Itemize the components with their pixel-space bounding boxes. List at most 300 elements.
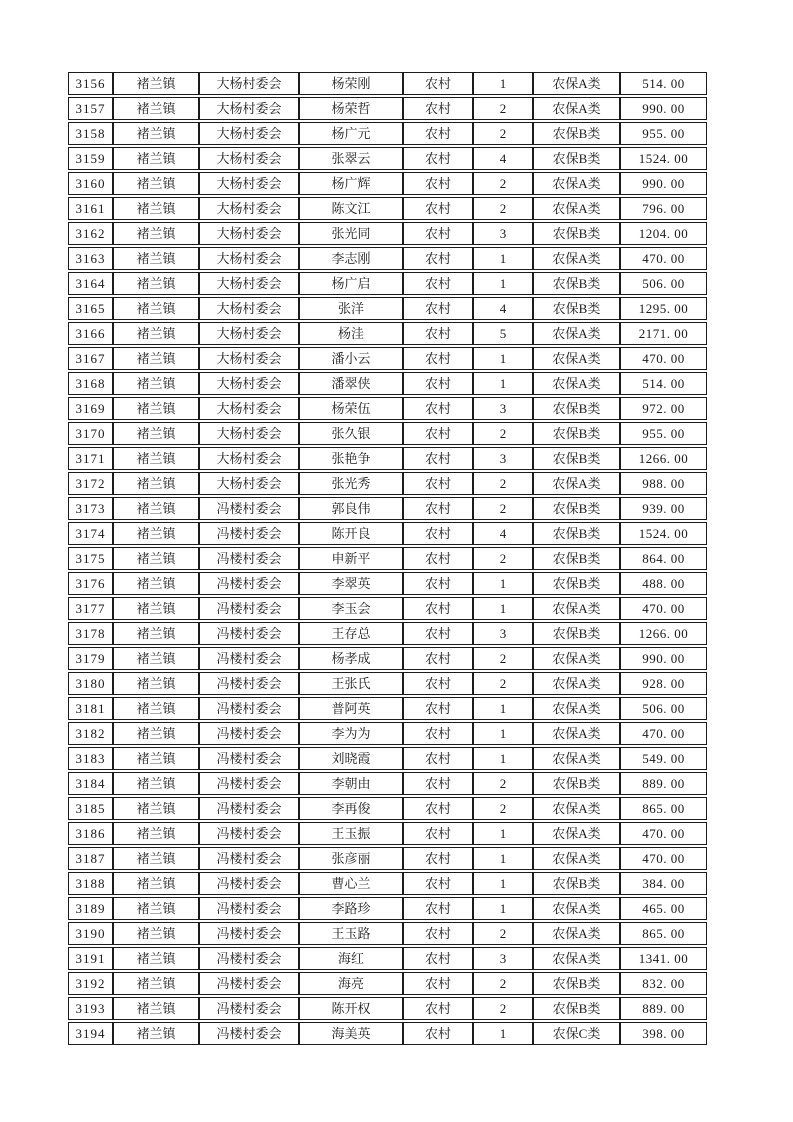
cell-town-name: 褚兰镇 bbox=[113, 972, 199, 995]
cell-serial-number: 3183 bbox=[68, 747, 113, 770]
cell-person-count: 4 bbox=[473, 297, 533, 320]
cell-village-committee: 大杨村委会 bbox=[199, 247, 299, 270]
cell-residence-type: 农村 bbox=[403, 972, 473, 995]
cell-person-name: 李玉会 bbox=[299, 597, 403, 620]
cell-village-committee: 冯楼村委会 bbox=[199, 697, 299, 720]
cell-amount: 955. 00 bbox=[620, 422, 707, 445]
cell-amount: 865. 00 bbox=[620, 922, 707, 945]
cell-insurance-category: 农保B类 bbox=[533, 872, 620, 895]
cell-residence-type: 农村 bbox=[403, 397, 473, 420]
cell-town-name: 褚兰镇 bbox=[113, 1022, 199, 1045]
cell-serial-number: 3184 bbox=[68, 772, 113, 795]
cell-person-name: 李志刚 bbox=[299, 247, 403, 270]
cell-amount: 1266. 00 bbox=[620, 622, 707, 645]
cell-person-count: 2 bbox=[473, 972, 533, 995]
cell-person-name: 陈开权 bbox=[299, 997, 403, 1020]
cell-serial-number: 3162 bbox=[68, 222, 113, 245]
cell-person-name: 杨孝成 bbox=[299, 647, 403, 670]
cell-person-count: 3 bbox=[473, 622, 533, 645]
cell-village-committee: 冯楼村委会 bbox=[199, 897, 299, 920]
cell-residence-type: 农村 bbox=[403, 172, 473, 195]
cell-person-name: 潘小云 bbox=[299, 347, 403, 370]
cell-person-name: 陈开良 bbox=[299, 522, 403, 545]
cell-amount: 1524. 00 bbox=[620, 522, 707, 545]
table-row bbox=[68, 522, 707, 545]
cell-amount: 796. 00 bbox=[620, 197, 707, 220]
cell-person-name: 杨广启 bbox=[299, 272, 403, 295]
cell-amount: 988. 00 bbox=[620, 472, 707, 495]
cell-serial-number: 3160 bbox=[68, 172, 113, 195]
cell-serial-number: 3156 bbox=[68, 72, 113, 95]
cell-village-committee: 冯楼村委会 bbox=[199, 947, 299, 970]
cell-village-committee: 冯楼村委会 bbox=[199, 1022, 299, 1045]
table-row bbox=[68, 497, 707, 520]
cell-village-committee: 大杨村委会 bbox=[199, 222, 299, 245]
cell-serial-number: 3175 bbox=[68, 547, 113, 570]
cell-residence-type: 农村 bbox=[403, 1022, 473, 1045]
cell-town-name: 褚兰镇 bbox=[113, 772, 199, 795]
cell-amount: 470. 00 bbox=[620, 247, 707, 270]
cell-village-committee: 冯楼村委会 bbox=[199, 872, 299, 895]
cell-person-name: 张彦丽 bbox=[299, 847, 403, 870]
cell-village-committee: 冯楼村委会 bbox=[199, 972, 299, 995]
cell-amount: 955. 00 bbox=[620, 122, 707, 145]
cell-serial-number: 3173 bbox=[68, 497, 113, 520]
cell-town-name: 褚兰镇 bbox=[113, 97, 199, 120]
cell-village-committee: 大杨村委会 bbox=[199, 147, 299, 170]
cell-person-name: 杨广元 bbox=[299, 122, 403, 145]
cell-serial-number: 3179 bbox=[68, 647, 113, 670]
cell-village-committee: 大杨村委会 bbox=[199, 347, 299, 370]
cell-person-count: 3 bbox=[473, 947, 533, 970]
table-row bbox=[68, 372, 707, 395]
cell-town-name: 褚兰镇 bbox=[113, 622, 199, 645]
cell-person-count: 1 bbox=[473, 697, 533, 720]
cell-residence-type: 农村 bbox=[403, 372, 473, 395]
cell-amount: 398. 00 bbox=[620, 1022, 707, 1045]
cell-insurance-category: 农保A类 bbox=[533, 347, 620, 370]
cell-residence-type: 农村 bbox=[403, 672, 473, 695]
cell-residence-type: 农村 bbox=[403, 472, 473, 495]
cell-residence-type: 农村 bbox=[403, 622, 473, 645]
cell-amount: 1295. 00 bbox=[620, 297, 707, 320]
cell-serial-number: 3193 bbox=[68, 997, 113, 1020]
cell-residence-type: 农村 bbox=[403, 572, 473, 595]
cell-person-name: 刘晓霞 bbox=[299, 747, 403, 770]
table-row bbox=[68, 847, 707, 870]
cell-person-name: 杨荣刚 bbox=[299, 72, 403, 95]
cell-town-name: 褚兰镇 bbox=[113, 997, 199, 1020]
cell-person-count: 1 bbox=[473, 822, 533, 845]
cell-village-committee: 大杨村委会 bbox=[199, 72, 299, 95]
table-row bbox=[68, 97, 707, 120]
cell-amount: 1266. 00 bbox=[620, 447, 707, 470]
cell-town-name: 褚兰镇 bbox=[113, 72, 199, 95]
cell-residence-type: 农村 bbox=[403, 922, 473, 945]
cell-person-count: 4 bbox=[473, 522, 533, 545]
cell-insurance-category: 农保A类 bbox=[533, 897, 620, 920]
cell-person-name: 张光同 bbox=[299, 222, 403, 245]
cell-town-name: 褚兰镇 bbox=[113, 272, 199, 295]
cell-residence-type: 农村 bbox=[403, 97, 473, 120]
cell-village-committee: 冯楼村委会 bbox=[199, 722, 299, 745]
cell-amount: 514. 00 bbox=[620, 372, 707, 395]
cell-residence-type: 农村 bbox=[403, 522, 473, 545]
cell-serial-number: 3194 bbox=[68, 1022, 113, 1045]
cell-town-name: 褚兰镇 bbox=[113, 897, 199, 920]
cell-person-count: 2 bbox=[473, 97, 533, 120]
cell-residence-type: 农村 bbox=[403, 497, 473, 520]
cell-residence-type: 农村 bbox=[403, 897, 473, 920]
cell-person-count: 1 bbox=[473, 72, 533, 95]
table-row bbox=[68, 922, 707, 945]
cell-amount: 889. 00 bbox=[620, 772, 707, 795]
cell-amount: 1341. 00 bbox=[620, 947, 707, 970]
cell-person-count: 2 bbox=[473, 172, 533, 195]
cell-village-committee: 冯楼村委会 bbox=[199, 797, 299, 820]
cell-residence-type: 农村 bbox=[403, 647, 473, 670]
cell-person-name: 海亮 bbox=[299, 972, 403, 995]
cell-person-count: 1 bbox=[473, 747, 533, 770]
cell-residence-type: 农村 bbox=[403, 747, 473, 770]
table-row bbox=[68, 347, 707, 370]
cell-person-count: 1 bbox=[473, 897, 533, 920]
cell-amount: 470. 00 bbox=[620, 847, 707, 870]
cell-amount: 549. 00 bbox=[620, 747, 707, 770]
cell-village-committee: 冯楼村委会 bbox=[199, 822, 299, 845]
cell-village-committee: 冯楼村委会 bbox=[199, 672, 299, 695]
cell-person-name: 杨荣伍 bbox=[299, 397, 403, 420]
cell-town-name: 褚兰镇 bbox=[113, 947, 199, 970]
cell-person-count: 1 bbox=[473, 847, 533, 870]
cell-village-committee: 大杨村委会 bbox=[199, 297, 299, 320]
cell-person-count: 2 bbox=[473, 422, 533, 445]
cell-village-committee: 冯楼村委会 bbox=[199, 547, 299, 570]
cell-person-count: 3 bbox=[473, 222, 533, 245]
cell-person-count: 2 bbox=[473, 197, 533, 220]
cell-town-name: 褚兰镇 bbox=[113, 372, 199, 395]
cell-residence-type: 农村 bbox=[403, 122, 473, 145]
table-row bbox=[68, 572, 707, 595]
cell-village-committee: 大杨村委会 bbox=[199, 272, 299, 295]
cell-residence-type: 农村 bbox=[403, 872, 473, 895]
cell-village-committee: 冯楼村委会 bbox=[199, 647, 299, 670]
cell-village-committee: 冯楼村委会 bbox=[199, 747, 299, 770]
cell-serial-number: 3172 bbox=[68, 472, 113, 495]
table-row bbox=[68, 822, 707, 845]
cell-serial-number: 3159 bbox=[68, 147, 113, 170]
cell-insurance-category: 农保A类 bbox=[533, 797, 620, 820]
cell-village-committee: 大杨村委会 bbox=[199, 472, 299, 495]
table-row bbox=[68, 322, 707, 345]
cell-insurance-category: 农保A类 bbox=[533, 172, 620, 195]
cell-serial-number: 3167 bbox=[68, 347, 113, 370]
cell-town-name: 褚兰镇 bbox=[113, 347, 199, 370]
cell-village-committee: 大杨村委会 bbox=[199, 447, 299, 470]
cell-serial-number: 3178 bbox=[68, 622, 113, 645]
cell-amount: 506. 00 bbox=[620, 697, 707, 720]
cell-insurance-category: 农保A类 bbox=[533, 847, 620, 870]
cell-residence-type: 农村 bbox=[403, 222, 473, 245]
cell-amount: 384. 00 bbox=[620, 872, 707, 895]
cell-person-name: 潘翠侠 bbox=[299, 372, 403, 395]
cell-person-name: 王张氏 bbox=[299, 672, 403, 695]
cell-village-committee: 冯楼村委会 bbox=[199, 847, 299, 870]
cell-residence-type: 农村 bbox=[403, 947, 473, 970]
table-row bbox=[68, 222, 707, 245]
cell-amount: 990. 00 bbox=[620, 172, 707, 195]
cell-amount: 470. 00 bbox=[620, 822, 707, 845]
cell-serial-number: 3189 bbox=[68, 897, 113, 920]
table-row bbox=[68, 72, 707, 95]
table-row bbox=[68, 272, 707, 295]
pension-roster-table bbox=[68, 70, 707, 1047]
cell-insurance-category: 农保A类 bbox=[533, 722, 620, 745]
cell-insurance-category: 农保B类 bbox=[533, 222, 620, 245]
cell-person-count: 1 bbox=[473, 597, 533, 620]
cell-town-name: 褚兰镇 bbox=[113, 322, 199, 345]
cell-residence-type: 农村 bbox=[403, 597, 473, 620]
table-row bbox=[68, 997, 707, 1020]
table-row bbox=[68, 597, 707, 620]
cell-town-name: 褚兰镇 bbox=[113, 497, 199, 520]
cell-person-count: 1 bbox=[473, 247, 533, 270]
cell-person-name: 李朝由 bbox=[299, 772, 403, 795]
cell-amount: 972. 00 bbox=[620, 397, 707, 420]
cell-person-count: 2 bbox=[473, 472, 533, 495]
cell-person-count: 1 bbox=[473, 347, 533, 370]
table-row bbox=[68, 422, 707, 445]
table-row bbox=[68, 1022, 707, 1045]
cell-person-name: 普阿英 bbox=[299, 697, 403, 720]
cell-residence-type: 农村 bbox=[403, 272, 473, 295]
cell-insurance-category: 农保B类 bbox=[533, 522, 620, 545]
cell-village-committee: 大杨村委会 bbox=[199, 397, 299, 420]
cell-person-count: 2 bbox=[473, 497, 533, 520]
cell-serial-number: 3164 bbox=[68, 272, 113, 295]
cell-person-name: 郭良伟 bbox=[299, 497, 403, 520]
cell-town-name: 褚兰镇 bbox=[113, 297, 199, 320]
cell-insurance-category: 农保A类 bbox=[533, 72, 620, 95]
cell-amount: 889. 00 bbox=[620, 997, 707, 1020]
cell-insurance-category: 农保A类 bbox=[533, 747, 620, 770]
table-row bbox=[68, 147, 707, 170]
table-row bbox=[68, 447, 707, 470]
cell-person-name: 海美英 bbox=[299, 1022, 403, 1045]
table-row bbox=[68, 722, 707, 745]
cell-insurance-category: 农保A类 bbox=[533, 197, 620, 220]
cell-person-count: 1 bbox=[473, 722, 533, 745]
cell-person-count: 2 bbox=[473, 797, 533, 820]
cell-amount: 939. 00 bbox=[620, 497, 707, 520]
cell-amount: 1204. 00 bbox=[620, 222, 707, 245]
cell-town-name: 褚兰镇 bbox=[113, 397, 199, 420]
cell-village-committee: 大杨村委会 bbox=[199, 422, 299, 445]
cell-residence-type: 农村 bbox=[403, 822, 473, 845]
cell-insurance-category: 农保B类 bbox=[533, 297, 620, 320]
cell-person-count: 4 bbox=[473, 147, 533, 170]
cell-person-name: 申新平 bbox=[299, 547, 403, 570]
cell-insurance-category: 农保A类 bbox=[533, 597, 620, 620]
table-row bbox=[68, 947, 707, 970]
cell-insurance-category: 农保A类 bbox=[533, 697, 620, 720]
cell-village-committee: 冯楼村委会 bbox=[199, 522, 299, 545]
cell-person-name: 王存总 bbox=[299, 622, 403, 645]
cell-residence-type: 农村 bbox=[403, 722, 473, 745]
cell-insurance-category: 农保B类 bbox=[533, 972, 620, 995]
cell-residence-type: 农村 bbox=[403, 797, 473, 820]
cell-insurance-category: 农保B类 bbox=[533, 147, 620, 170]
cell-serial-number: 3180 bbox=[68, 672, 113, 695]
cell-town-name: 褚兰镇 bbox=[113, 647, 199, 670]
cell-insurance-category: 农保A类 bbox=[533, 672, 620, 695]
cell-amount: 506. 00 bbox=[620, 272, 707, 295]
cell-village-committee: 冯楼村委会 bbox=[199, 772, 299, 795]
cell-residence-type: 农村 bbox=[403, 447, 473, 470]
cell-insurance-category: 农保A类 bbox=[533, 922, 620, 945]
cell-serial-number: 3158 bbox=[68, 122, 113, 145]
cell-insurance-category: 农保B类 bbox=[533, 447, 620, 470]
cell-insurance-category: 农保A类 bbox=[533, 472, 620, 495]
cell-insurance-category: 农保B类 bbox=[533, 397, 620, 420]
cell-person-count: 2 bbox=[473, 647, 533, 670]
cell-residence-type: 农村 bbox=[403, 772, 473, 795]
cell-person-count: 5 bbox=[473, 322, 533, 345]
cell-insurance-category: 农保A类 bbox=[533, 322, 620, 345]
cell-town-name: 褚兰镇 bbox=[113, 697, 199, 720]
cell-amount: 990. 00 bbox=[620, 97, 707, 120]
cell-serial-number: 3157 bbox=[68, 97, 113, 120]
table-row bbox=[68, 897, 707, 920]
cell-amount: 470. 00 bbox=[620, 347, 707, 370]
cell-serial-number: 3176 bbox=[68, 572, 113, 595]
cell-serial-number: 3177 bbox=[68, 597, 113, 620]
cell-amount: 1524. 00 bbox=[620, 147, 707, 170]
cell-residence-type: 农村 bbox=[403, 347, 473, 370]
table-row bbox=[68, 672, 707, 695]
cell-amount: 832. 00 bbox=[620, 972, 707, 995]
cell-town-name: 褚兰镇 bbox=[113, 672, 199, 695]
cell-person-name: 张洋 bbox=[299, 297, 403, 320]
cell-person-name: 李路珍 bbox=[299, 897, 403, 920]
cell-town-name: 褚兰镇 bbox=[113, 147, 199, 170]
cell-village-committee: 冯楼村委会 bbox=[199, 622, 299, 645]
cell-person-count: 1 bbox=[473, 272, 533, 295]
cell-person-name: 李翠英 bbox=[299, 572, 403, 595]
cell-residence-type: 农村 bbox=[403, 297, 473, 320]
cell-town-name: 褚兰镇 bbox=[113, 522, 199, 545]
cell-person-count: 2 bbox=[473, 922, 533, 945]
cell-person-count: 1 bbox=[473, 1022, 533, 1045]
cell-insurance-category: 农保B类 bbox=[533, 272, 620, 295]
cell-village-committee: 冯楼村委会 bbox=[199, 497, 299, 520]
cell-town-name: 褚兰镇 bbox=[113, 722, 199, 745]
cell-village-committee: 大杨村委会 bbox=[199, 122, 299, 145]
cell-serial-number: 3170 bbox=[68, 422, 113, 445]
cell-town-name: 褚兰镇 bbox=[113, 172, 199, 195]
cell-person-name: 张翠云 bbox=[299, 147, 403, 170]
cell-amount: 864. 00 bbox=[620, 547, 707, 570]
cell-person-name: 张艳争 bbox=[299, 447, 403, 470]
cell-town-name: 褚兰镇 bbox=[113, 422, 199, 445]
cell-amount: 488. 00 bbox=[620, 572, 707, 595]
cell-insurance-category: 农保A类 bbox=[533, 822, 620, 845]
table-row bbox=[68, 972, 707, 995]
cell-town-name: 褚兰镇 bbox=[113, 547, 199, 570]
cell-person-count: 2 bbox=[473, 772, 533, 795]
cell-serial-number: 3185 bbox=[68, 797, 113, 820]
table-row bbox=[68, 872, 707, 895]
table-row bbox=[68, 697, 707, 720]
cell-serial-number: 3171 bbox=[68, 447, 113, 470]
cell-village-committee: 大杨村委会 bbox=[199, 372, 299, 395]
cell-town-name: 褚兰镇 bbox=[113, 447, 199, 470]
cell-amount: 514. 00 bbox=[620, 72, 707, 95]
cell-insurance-category: 农保A类 bbox=[533, 372, 620, 395]
cell-person-name: 李再俊 bbox=[299, 797, 403, 820]
cell-insurance-category: 农保B类 bbox=[533, 572, 620, 595]
cell-person-count: 1 bbox=[473, 572, 533, 595]
cell-amount: 470. 00 bbox=[620, 722, 707, 745]
cell-residence-type: 农村 bbox=[403, 197, 473, 220]
cell-village-committee: 大杨村委会 bbox=[199, 172, 299, 195]
cell-insurance-category: 农保A类 bbox=[533, 97, 620, 120]
cell-village-committee: 大杨村委会 bbox=[199, 97, 299, 120]
cell-serial-number: 3192 bbox=[68, 972, 113, 995]
cell-village-committee: 冯楼村委会 bbox=[199, 922, 299, 945]
cell-serial-number: 3191 bbox=[68, 947, 113, 970]
table-row bbox=[68, 397, 707, 420]
cell-person-name: 海红 bbox=[299, 947, 403, 970]
cell-serial-number: 3190 bbox=[68, 922, 113, 945]
table-row bbox=[68, 547, 707, 570]
cell-town-name: 褚兰镇 bbox=[113, 797, 199, 820]
cell-village-committee: 大杨村委会 bbox=[199, 197, 299, 220]
cell-residence-type: 农村 bbox=[403, 247, 473, 270]
table-row bbox=[68, 297, 707, 320]
cell-serial-number: 3166 bbox=[68, 322, 113, 345]
cell-person-name: 王玉路 bbox=[299, 922, 403, 945]
cell-residence-type: 农村 bbox=[403, 72, 473, 95]
cell-insurance-category: 农保C类 bbox=[533, 1022, 620, 1045]
cell-town-name: 褚兰镇 bbox=[113, 472, 199, 495]
cell-person-count: 2 bbox=[473, 547, 533, 570]
cell-person-name: 杨洼 bbox=[299, 322, 403, 345]
cell-person-count: 3 bbox=[473, 447, 533, 470]
cell-town-name: 褚兰镇 bbox=[113, 597, 199, 620]
cell-town-name: 褚兰镇 bbox=[113, 247, 199, 270]
table-row bbox=[68, 472, 707, 495]
table-row bbox=[68, 622, 707, 645]
cell-amount: 465. 00 bbox=[620, 897, 707, 920]
cell-person-count: 2 bbox=[473, 997, 533, 1020]
cell-serial-number: 3169 bbox=[68, 397, 113, 420]
cell-serial-number: 3168 bbox=[68, 372, 113, 395]
cell-person-name: 曹心兰 bbox=[299, 872, 403, 895]
cell-village-committee: 冯楼村委会 bbox=[199, 572, 299, 595]
cell-residence-type: 农村 bbox=[403, 322, 473, 345]
cell-insurance-category: 农保A类 bbox=[533, 247, 620, 270]
table-row bbox=[68, 747, 707, 770]
cell-person-name: 杨广辉 bbox=[299, 172, 403, 195]
table-row bbox=[68, 772, 707, 795]
cell-residence-type: 农村 bbox=[403, 147, 473, 170]
cell-person-name: 李为为 bbox=[299, 722, 403, 745]
cell-serial-number: 3163 bbox=[68, 247, 113, 270]
cell-town-name: 褚兰镇 bbox=[113, 822, 199, 845]
cell-person-name: 张久银 bbox=[299, 422, 403, 445]
cell-person-count: 3 bbox=[473, 397, 533, 420]
